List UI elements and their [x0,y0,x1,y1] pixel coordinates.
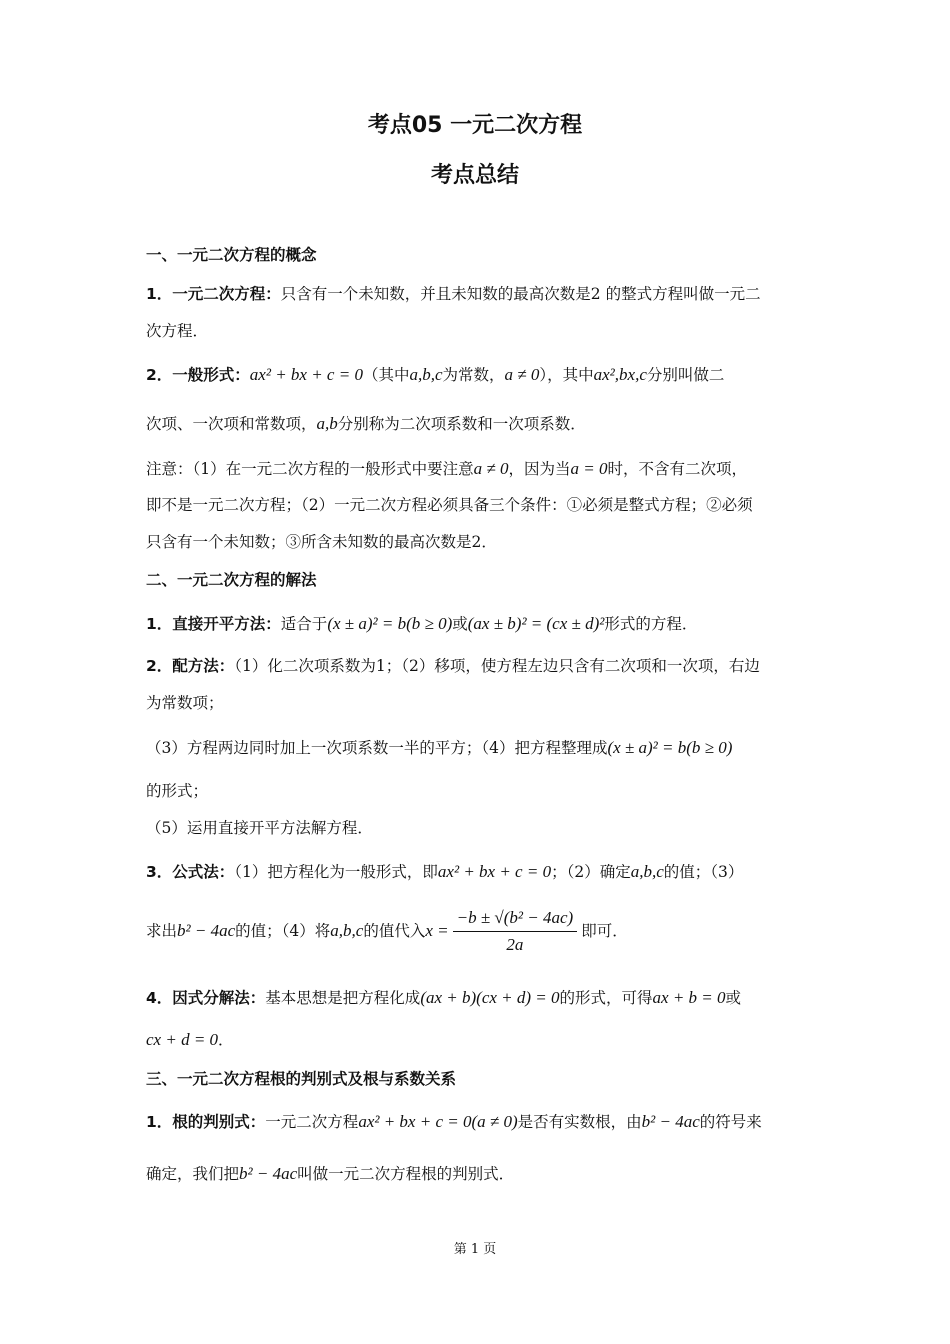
math: cx + d = 0 [146,1030,219,1049]
math: b² − 4ac [239,1164,298,1183]
page-title: 考点05 一元二次方程 [367,113,583,138]
math: a ≠ 0 [504,365,540,384]
paragraph-completing-square [146,659,760,675]
page-subtitle: 考点总结 [430,163,519,188]
text: 只含有一个未知数，并且未知数的最高次数是2 的整式方程叫做一元二 [280,285,761,303]
paragraph-general-form-cont [146,415,586,433]
paragraph-note-cont-2: 只含有一个未知数；③所含未知数的最高次数是2． [146,533,497,551]
term-label: 4．因式分解法： [146,989,266,1007]
paragraph-discriminant-cont [146,1165,514,1183]
text: 形式的方程． [604,615,698,633]
text: 适合于 [280,615,328,633]
paragraph-formula-method [146,863,743,881]
term-label: 1．一元二次方程： [146,285,281,303]
paragraph-completing-square-step5: （5）运用直接开平方法解方程． [146,819,373,837]
math: b² − 4ac [177,920,236,940]
term-label: 1．直接开平方法： [146,615,281,633]
paragraph-completing-square-cont: 为常数项； [146,694,224,712]
paragraph-factoring-method [146,989,741,1007]
term-label: 2．一般形式： [146,366,250,384]
text: 的值；（4）将 [235,921,331,940]
page-number: 第 1 页 [453,1242,497,1257]
math: a = 0 [570,459,608,478]
paragraph-definition [146,287,761,303]
math: (ax + b)(cx + d) = 0 [420,988,560,1007]
text: 注意：（1）在一元二次方程的一般形式中要注意 [146,460,474,478]
text: （其中 [362,366,410,384]
text: 确定，我们把 [146,1165,240,1183]
math: ax² + bx + c = 0 [437,862,552,881]
text: 的值代入 [363,921,426,940]
text: 分别称为二次项系数和一次项系数． [337,415,586,433]
text: （1）把方程化为一般形式，即 [234,863,438,881]
text: 次项、一次项和常数项， [146,415,317,433]
paragraph-sqrt-method [146,615,697,633]
term-label: 1．根的判别式： [146,1113,266,1131]
paragraph-completing-square-step3 [146,739,732,757]
math: ax² + bx + c = 0(a ≠ 0) [358,1112,518,1131]
math: a,b [316,414,338,433]
term-label: 2．配方法： [146,657,235,675]
text: ；（2）确定 [551,863,631,881]
section-heading-2: 二、一元二次方程的解法 [146,571,317,589]
paragraph-factoring-method-cont [146,1031,234,1049]
math: ax + b = 0 [652,988,726,1007]
text: 或 [725,989,742,1007]
text: 基本思想是把方程化成 [265,989,421,1007]
fraction-denominator: 2a [506,935,524,955]
text: （1）化二次项系数为1；（2）移项，使方程左边只含有二次项和一次项，右边 [234,657,760,675]
text: 是否有实数根，由 [517,1113,642,1131]
math: a,b,c [330,920,364,940]
paragraph-note [146,460,747,478]
text: 的值；（3） [663,863,744,881]
math: (x ± a)² = b(b ≥ 0) [607,738,733,757]
paragraph-completing-square-cont2: 的形式； [146,782,209,800]
fraction-numerator: −b ± √(b² − 4ac) [453,908,578,932]
text: 的符号来 [699,1113,762,1131]
paragraph-definition-cont: 次方程． [146,322,209,340]
text: 时，不含有二次项， [607,460,747,478]
quadratic-formula-fraction [453,908,578,956]
math: (ax ± b)² = (cx ± d)² [467,614,605,633]
math: ax² + bx + c = 0 [249,365,363,384]
text: 分别叫做二 [646,366,725,384]
math: a ≠ 0 [473,459,509,478]
text: ），其中 [539,366,594,384]
math: a,b,c [630,862,664,881]
math: b² − 4ac [641,1112,700,1131]
math: x = [425,920,449,940]
paragraph-formula-method-cont [146,908,628,956]
math: (x ± a)² = b(b ≥ 0) [327,614,453,633]
text: 叫做一元二次方程根的判别式． [297,1165,515,1183]
text: ，因为当 [508,460,571,478]
text: 或 [452,615,468,633]
text: 一元二次方程 [265,1113,359,1131]
text: ． [218,1031,234,1049]
text: 为常数， [442,366,505,384]
paragraph-note-cont-1: 即不是一元二次方程；（2）一元二次方程必须具备三个条件：①必须是整式方程；②必须 [146,496,753,514]
paragraph-general-form [146,366,724,384]
text: 的形式，可得 [559,989,653,1007]
section-heading-1: 一、一元二次方程的概念 [146,246,317,264]
text: 求出 [146,921,178,940]
math: ax²,bx,c [593,365,647,384]
term-label: 3．公式法： [146,863,235,881]
text: 即可． [581,921,628,940]
section-heading-3: 三、一元二次方程根的判别式及根与系数关系 [146,1070,457,1088]
text: （3）方程两边同时加上一次项系数一半的平方；（4）把方程整理成 [146,739,608,757]
math: a,b,c [409,365,443,384]
paragraph-discriminant [146,1113,762,1131]
